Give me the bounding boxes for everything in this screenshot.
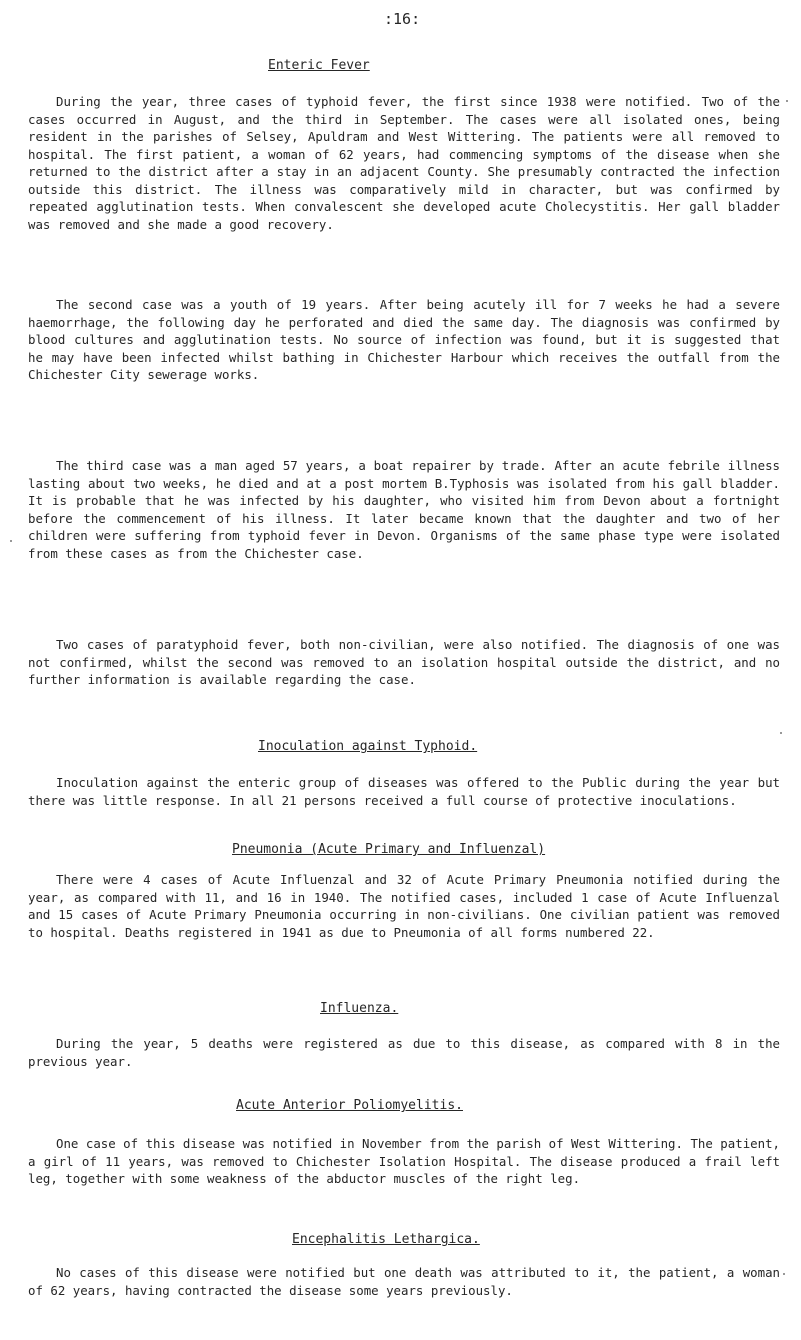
influenza-heading: Influenza. — [320, 1001, 399, 1016]
influenza-paragraph: During the year, 5 deaths were registered as due to this disease, as compared with 8 in the previous year. — [28, 1036, 780, 1069]
inoculation-heading: Inoculation against Typhoid. — [258, 739, 478, 754]
scan-speck — [10, 540, 12, 542]
pneumonia-heading: Pneumonia (Acute Primary and Influenzal) — [232, 842, 546, 857]
enteric-paragraph-1: During the year, three cases of typhoid fever, the first since 1938 were notified. Two of the cases occurred in August, and the third in September. The cases were all isolated ones, being resident in the parishes of Selsey, Apuldram and West Wittering. The patients were all removed to hospital. The first patient, a woman of 62 years, had commencing symptoms of the disease when she returned to the district after a stay in an adjacent County. She presumably contracted the infection outside this district. The illness was comparatively mild in character, but was confirmed by repeated agglutination tests. When convalescent she developed acute Cholecystitis. Her gall bladder was removed and she made a good recovery. — [28, 94, 780, 232]
scan-speck — [780, 732, 782, 734]
poliomyelitis-heading: Acute Anterior Poliomyelitis. — [236, 1098, 463, 1113]
inoculation-paragraph: Inoculation against the enteric group of diseases was offered to the Public during the year but there was little response. In all 21 persons received a full course of protective inoculations. — [28, 775, 780, 808]
enteric-fever-heading: Enteric Fever — [268, 58, 370, 73]
page-number: :16: — [384, 10, 421, 28]
pneumonia-paragraph: There were 4 cases of Acute Influenzal and 32 of Acute Primary Pneumonia notified during the year, as compared with 11, and 16 in 1940. The notified cases, included 1 case of Acute Influenzal and 15 cases of Acute Primary Pneumonia occurring in non-civilians. One civilian patient was removed to hospital. Deaths registered in 1941 as due to Pneumonia of all forms numbered 22. — [28, 872, 780, 940]
encephalitis-paragraph: No cases of this disease were notified but one death was attributed to it, the patient, a woman of 62 years, having contracted the disease some years previously. — [28, 1265, 780, 1298]
poliomyelitis-paragraph: One case of this disease was notified in November from the parish of West Wittering. The patient, a girl of 11 years, was removed to Chichester Isolation Hospital. The disease produced a frail left leg, together with some weakness of the abductor muscles of the right leg. — [28, 1136, 780, 1186]
enteric-paragraph-2: The second case was a youth of 19 years. After being acutely ill for 7 weeks he had a severe haemorrhage, the following day he perforated and died the same day. The diagnosis was confirmed by blood cultures and agglutination tests. No source of infection was found, but it is suggested that he may have been infected whilst bathing in Chichester Harbour which receives the outfall from the Chichester City sewerage works. — [28, 297, 780, 382]
enteric-paragraph-4: Two cases of paratyphoid fever, both non-civilian, were also notified. The diagnosis of one was not confirmed, whilst the second was removed to an isolation hospital outside the district, and no further information is available regarding the case. — [28, 637, 780, 687]
encephalitis-heading: Encephalitis Lethargica. — [292, 1232, 480, 1247]
scan-speck — [783, 1273, 785, 1275]
enteric-paragraph-3: The third case was a man aged 57 years, a boat repairer by trade. After an acute febrile illness lasting about two weeks, he died and at a post mortem B.Typhosis was isolated from his gall bladder. It is probable that he was infected by his daughter, who visited him from Devon about a fortnight before the commencement of his illness. It later became known that the daughter and two of her children were suffering from typhoid fever in Devon. Organisms of the same phase type were isolated from these cases as from the Chichester case. — [28, 458, 780, 561]
scan-speck — [786, 100, 788, 102]
